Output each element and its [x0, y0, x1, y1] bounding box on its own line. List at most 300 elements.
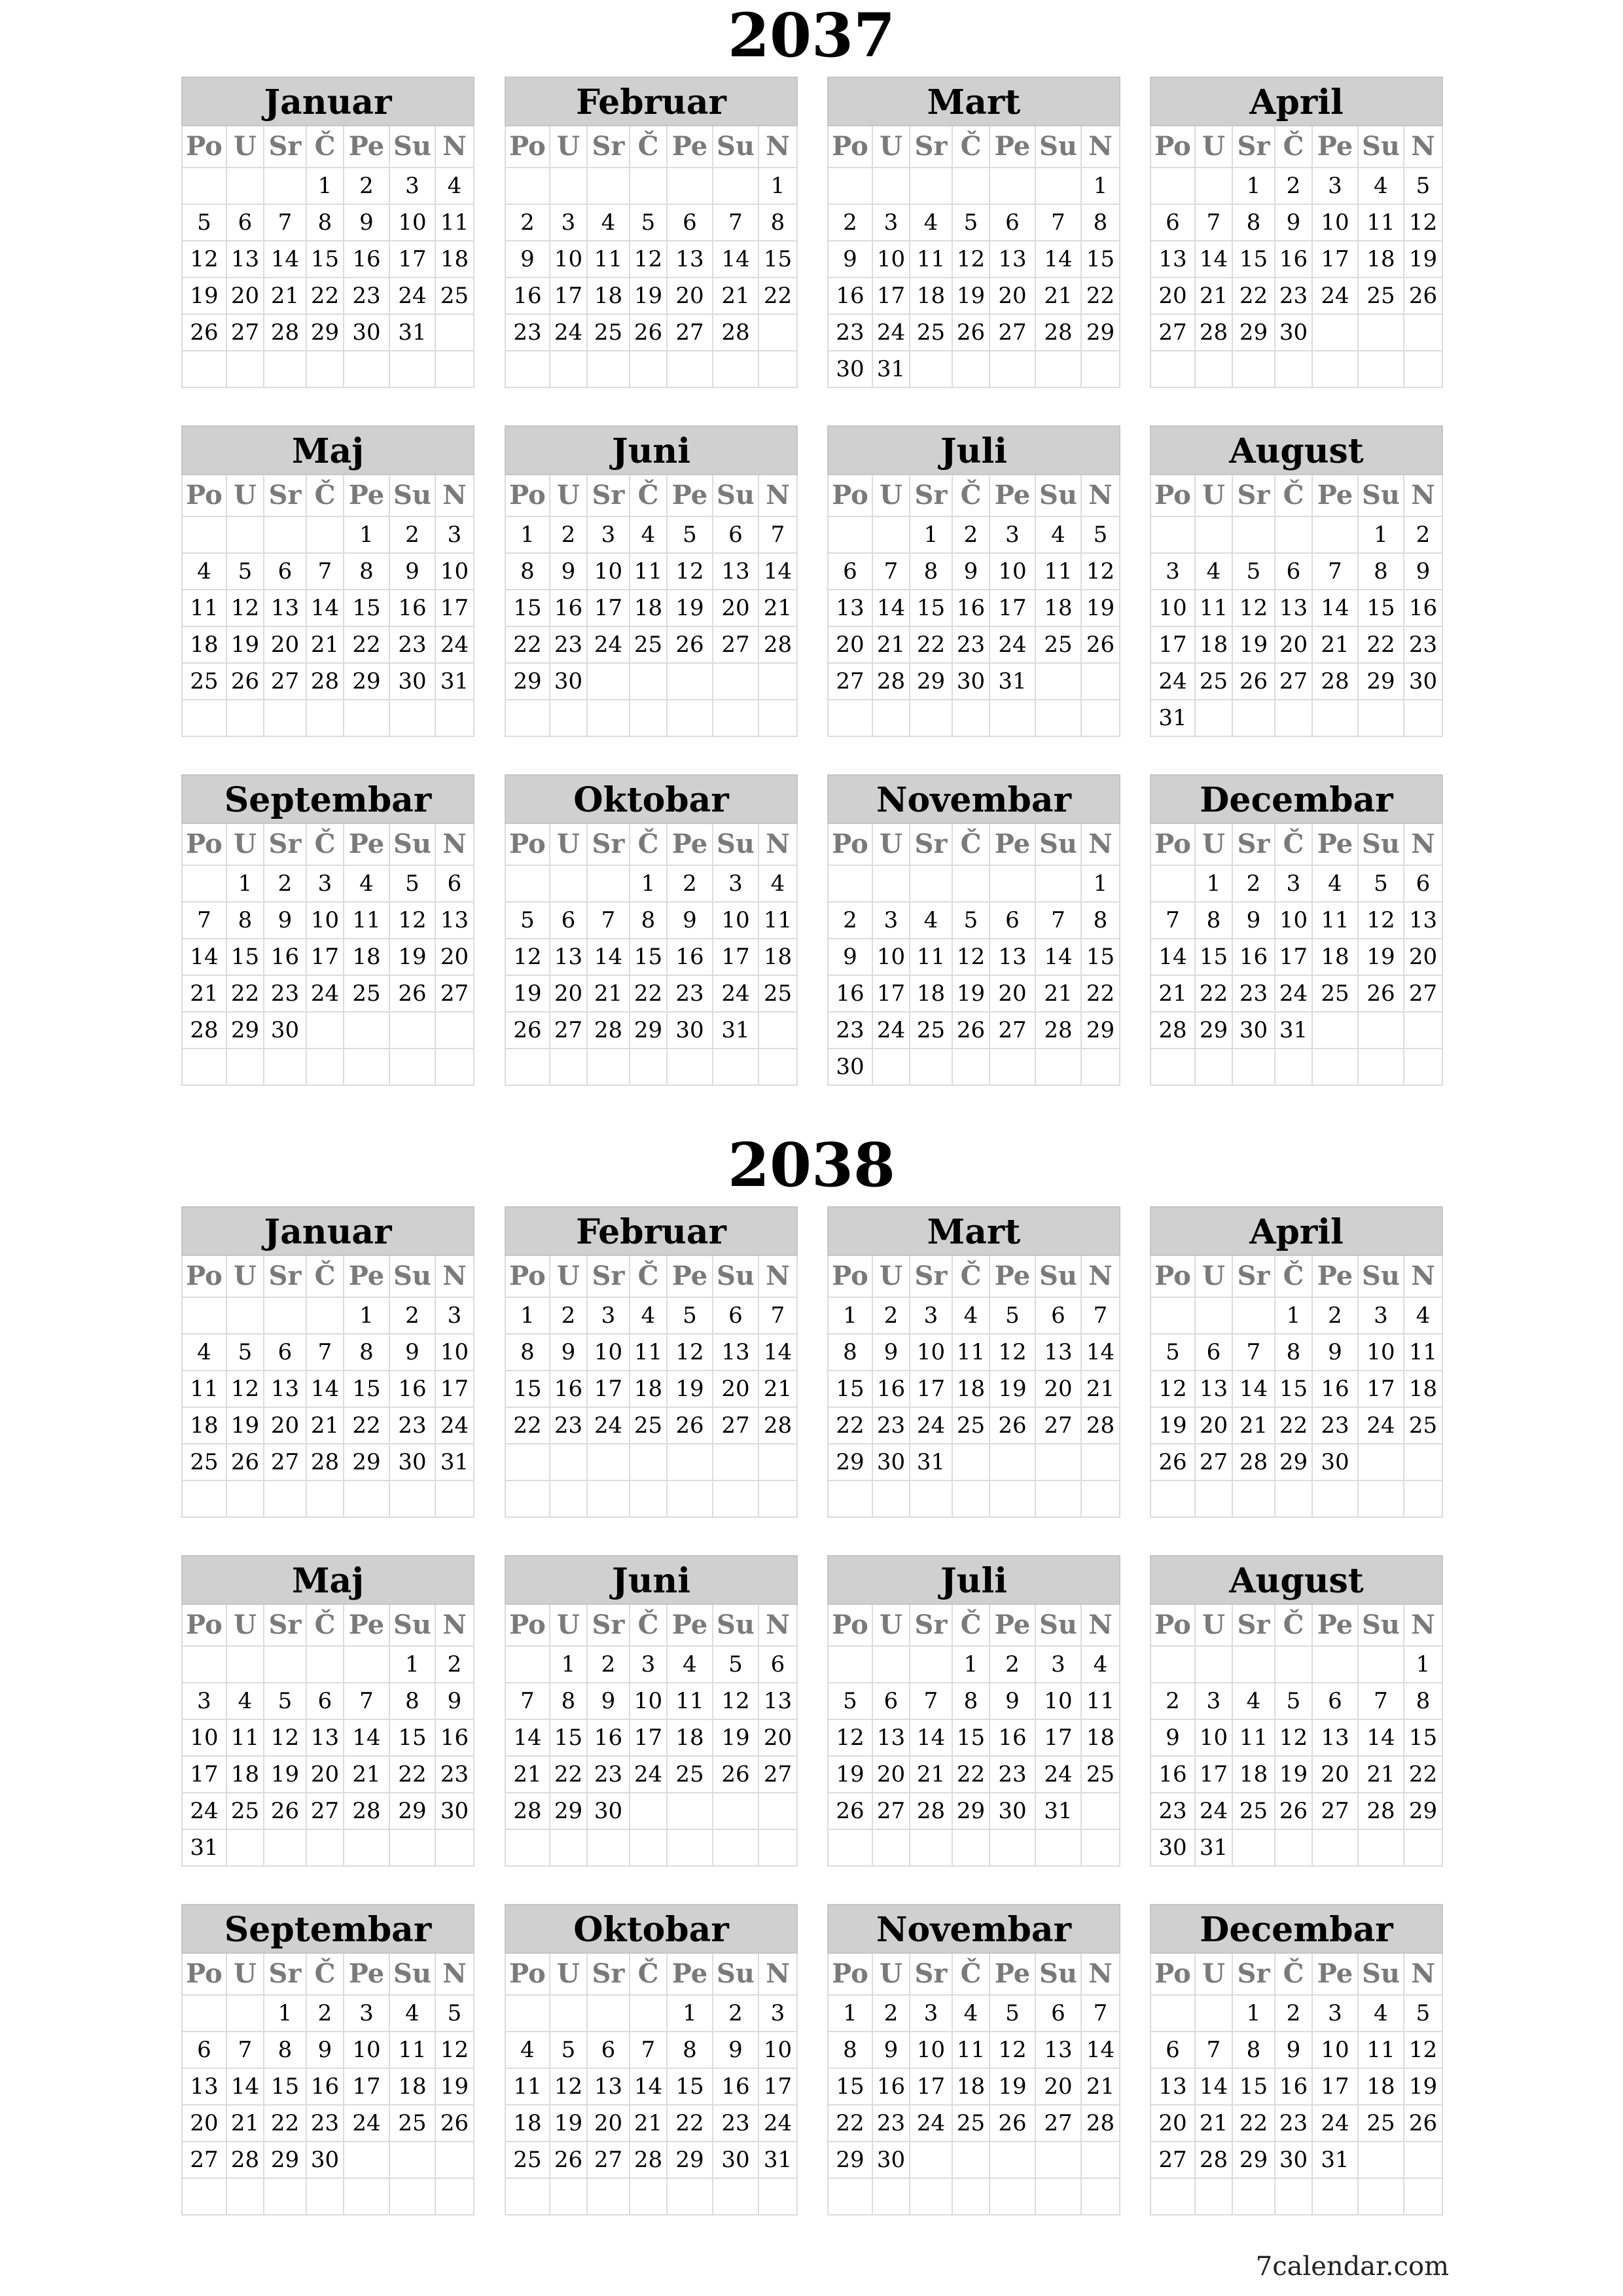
empty-cell — [264, 1830, 307, 1867]
day-cell: 3 — [713, 866, 759, 903]
empty-cell — [1313, 517, 1359, 554]
weekday-label: N — [1404, 126, 1443, 168]
day-cell: 16 — [1150, 1757, 1196, 1793]
day-cell: 24 — [1196, 1793, 1233, 1830]
weekday-label: N — [436, 1256, 474, 1298]
weekday-label: Po — [505, 1256, 550, 1298]
day-cell: 3 — [344, 1996, 390, 2032]
weekday-label: U — [1196, 1256, 1233, 1298]
day-cell: 10 — [1359, 1335, 1404, 1371]
day-cell: 31 — [713, 1013, 759, 1049]
day-cell: 5 — [953, 903, 990, 939]
day-cell: 11 — [630, 1335, 668, 1371]
day-cell: 5 — [1404, 168, 1443, 205]
day-cell: 2 — [953, 517, 990, 554]
day-cell: 30 — [873, 1444, 910, 1481]
day-cell: 12 — [668, 1335, 713, 1371]
day-cell: 20 — [264, 627, 307, 664]
month-grid — [1150, 1256, 1443, 1518]
day-cell: 15 — [505, 590, 550, 627]
day-cell: 19 — [390, 939, 436, 976]
day-cell: 14 — [630, 2069, 668, 2106]
day-cell: 30 — [990, 1793, 1036, 1830]
day-cell: 21 — [713, 278, 759, 315]
empty-cell — [1404, 351, 1443, 388]
day-cell: 23 — [1150, 1793, 1196, 1830]
day-cell: 6 — [990, 903, 1036, 939]
day-cell: 18 — [390, 2069, 436, 2106]
weekday-label: U — [550, 475, 588, 517]
month-name: Juli — [827, 1555, 1120, 1605]
empty-cell — [713, 1049, 759, 1086]
weekday-label: U — [873, 475, 910, 517]
day-cell: 26 — [990, 2106, 1036, 2142]
empty-cell — [1233, 1049, 1275, 1086]
day-cell: 27 — [827, 664, 873, 700]
day-cell: 7 — [344, 1683, 390, 1720]
day-cell: 31 — [1275, 1013, 1313, 1049]
weekday-label: U — [873, 1256, 910, 1298]
empty-cell — [505, 1996, 550, 2032]
empty-cell — [1082, 1444, 1120, 1481]
day-cell: 24 — [1313, 278, 1359, 315]
day-cell: 5 — [668, 1298, 713, 1335]
empty-cell — [630, 351, 668, 388]
empty-cell — [873, 517, 910, 554]
empty-cell — [181, 866, 227, 903]
month-name: Juni — [505, 1555, 798, 1605]
weekday-label: Po — [505, 1954, 550, 1996]
weekday-label: N — [759, 1605, 798, 1647]
day-cell: 21 — [1313, 627, 1359, 664]
day-cell: 30 — [668, 1013, 713, 1049]
day-cell: 2 — [827, 205, 873, 242]
day-cell: 8 — [827, 1335, 873, 1371]
day-cell: 13 — [264, 1371, 307, 1408]
day-cell: 10 — [436, 1335, 474, 1371]
day-cell: 20 — [588, 2106, 630, 2142]
empty-cell — [505, 1481, 550, 1518]
empty-cell — [344, 700, 390, 737]
day-cell: 25 — [759, 976, 798, 1013]
day-cell: 10 — [1275, 903, 1313, 939]
empty-cell — [550, 1481, 588, 1518]
empty-cell — [1313, 2179, 1359, 2215]
day-cell: 15 — [1275, 1371, 1313, 1408]
day-cell: 8 — [827, 2032, 873, 2069]
day-cell: 21 — [1036, 278, 1082, 315]
day-cell: 16 — [827, 976, 873, 1013]
empty-cell — [390, 1013, 436, 1049]
empty-cell — [1082, 1793, 1120, 1830]
day-cell: 28 — [1082, 2106, 1120, 2142]
day-cell: 23 — [436, 1757, 474, 1793]
day-cell: 30 — [827, 351, 873, 388]
empty-cell — [953, 866, 990, 903]
empty-cell — [436, 2142, 474, 2179]
day-cell: 20 — [759, 1720, 798, 1757]
empty-cell — [307, 700, 344, 737]
weekday-label: Su — [390, 1256, 436, 1298]
weekday-label: Po — [505, 1605, 550, 1647]
month-2037-8 — [1150, 425, 1443, 746]
month-name: Maj — [181, 1555, 474, 1605]
empty-cell — [588, 2179, 630, 2215]
weekday-label: Pe — [344, 1605, 390, 1647]
month-grid — [181, 824, 474, 1086]
weekday-label: Č — [630, 1605, 668, 1647]
empty-cell — [873, 168, 910, 205]
empty-cell — [953, 351, 990, 388]
day-cell: 25 — [953, 2106, 990, 2142]
empty-cell — [181, 351, 227, 388]
empty-cell — [873, 1481, 910, 1518]
day-cell: 24 — [588, 1408, 630, 1444]
empty-cell — [910, 1647, 953, 1683]
day-cell: 10 — [588, 554, 630, 590]
day-cell: 20 — [990, 976, 1036, 1013]
day-cell: 22 — [1082, 278, 1120, 315]
empty-cell — [1036, 1830, 1082, 1867]
weekday-label: Sr — [1233, 1605, 1275, 1647]
empty-cell — [990, 1481, 1036, 1518]
weekday-label: N — [1404, 824, 1443, 866]
day-cell: 14 — [1196, 242, 1233, 278]
day-cell: 29 — [910, 664, 953, 700]
day-cell: 29 — [505, 664, 550, 700]
weekday-label: Su — [1036, 126, 1082, 168]
day-cell: 20 — [668, 278, 713, 315]
day-cell: 16 — [713, 2069, 759, 2106]
day-cell: 11 — [1359, 2032, 1404, 2069]
weekday-label: N — [1082, 1954, 1120, 1996]
day-cell: 24 — [910, 2106, 953, 2142]
day-cell: 16 — [990, 1720, 1036, 1757]
empty-cell — [344, 1049, 390, 1086]
day-cell: 2 — [550, 517, 588, 554]
empty-cell — [1404, 1830, 1443, 1867]
day-cell: 24 — [990, 627, 1036, 664]
empty-cell — [550, 1830, 588, 1867]
day-cell: 5 — [227, 554, 264, 590]
day-cell: 15 — [227, 939, 264, 976]
day-cell: 13 — [1275, 590, 1313, 627]
day-cell: 4 — [227, 1683, 264, 1720]
day-cell: 17 — [550, 278, 588, 315]
day-cell: 23 — [588, 1757, 630, 1793]
empty-cell — [264, 517, 307, 554]
day-cell: 12 — [990, 1335, 1036, 1371]
month-2037-5 — [181, 425, 474, 746]
footer-site-credit: 7calendar.com — [1255, 2251, 1449, 2282]
day-cell: 10 — [1313, 2032, 1359, 2069]
day-cell: 17 — [759, 2069, 798, 2106]
year-title-2037: 2037 — [727, 0, 896, 71]
empty-cell — [1275, 2179, 1313, 2215]
day-cell: 27 — [307, 1793, 344, 1830]
empty-cell — [227, 2179, 264, 2215]
day-cell: 4 — [181, 554, 227, 590]
month-name: August — [1150, 1555, 1443, 1605]
empty-cell — [436, 1830, 474, 1867]
day-cell: 7 — [1150, 903, 1196, 939]
day-cell: 18 — [630, 590, 668, 627]
empty-cell — [668, 1481, 713, 1518]
day-cell: 6 — [1313, 1683, 1359, 1720]
day-cell: 30 — [1404, 664, 1443, 700]
day-cell: 30 — [1275, 2142, 1313, 2179]
day-cell: 12 — [550, 2069, 588, 2106]
day-cell: 18 — [436, 242, 474, 278]
weekday-label: Su — [713, 475, 759, 517]
empty-cell — [550, 168, 588, 205]
weekday-label: Su — [1359, 824, 1404, 866]
day-cell: 5 — [668, 517, 713, 554]
day-cell: 30 — [1275, 315, 1313, 351]
day-cell: 24 — [1036, 1757, 1082, 1793]
day-cell: 9 — [390, 1335, 436, 1371]
day-cell: 10 — [1036, 1683, 1082, 1720]
empty-cell — [1196, 517, 1233, 554]
empty-cell — [910, 351, 953, 388]
weekday-label: Po — [181, 1605, 227, 1647]
day-cell: 23 — [827, 1013, 873, 1049]
empty-cell — [227, 168, 264, 205]
day-cell: 11 — [668, 1683, 713, 1720]
empty-cell — [630, 1049, 668, 1086]
day-cell: 2 — [1150, 1683, 1196, 1720]
weekday-label: Su — [1359, 126, 1404, 168]
month-2037-1 — [181, 77, 474, 397]
day-cell: 3 — [1359, 1298, 1404, 1335]
day-cell: 6 — [1036, 1996, 1082, 2032]
day-cell: 4 — [1359, 168, 1404, 205]
day-cell: 8 — [759, 205, 798, 242]
day-cell: 1 — [630, 866, 668, 903]
day-cell: 13 — [827, 590, 873, 627]
day-cell: 1 — [344, 517, 390, 554]
empty-cell — [1313, 1049, 1359, 1086]
day-cell: 25 — [344, 976, 390, 1013]
day-cell: 12 — [1275, 1720, 1313, 1757]
day-cell: 13 — [1196, 1371, 1233, 1408]
weekday-label: Pe — [990, 126, 1036, 168]
day-cell: 24 — [910, 1408, 953, 1444]
day-cell: 16 — [827, 278, 873, 315]
day-cell: 9 — [1233, 903, 1275, 939]
day-cell: 17 — [1275, 939, 1313, 976]
day-cell: 8 — [1233, 205, 1275, 242]
empty-cell — [1275, 1049, 1313, 1086]
empty-cell — [390, 1049, 436, 1086]
weekday-label: Pe — [668, 1256, 713, 1298]
day-cell: 11 — [1359, 205, 1404, 242]
day-cell: 22 — [759, 278, 798, 315]
weekday-label: U — [1196, 1954, 1233, 1996]
weekday-label: Po — [827, 824, 873, 866]
day-cell: 16 — [1275, 242, 1313, 278]
empty-cell — [588, 1049, 630, 1086]
day-cell: 20 — [1036, 1371, 1082, 1408]
empty-cell — [953, 1444, 990, 1481]
day-cell: 7 — [264, 205, 307, 242]
day-cell: 15 — [668, 2069, 713, 2106]
day-cell: 10 — [1150, 590, 1196, 627]
day-cell: 27 — [1036, 1408, 1082, 1444]
day-cell: 24 — [588, 627, 630, 664]
weekday-label: Pe — [668, 1954, 713, 1996]
day-cell: 22 — [827, 1408, 873, 1444]
day-cell: 27 — [1150, 315, 1196, 351]
month-grid — [827, 126, 1120, 388]
day-cell: 8 — [668, 2032, 713, 2069]
day-cell: 16 — [505, 278, 550, 315]
day-cell: 6 — [550, 903, 588, 939]
month-2038-1 — [181, 1206, 474, 1527]
day-cell: 16 — [873, 1371, 910, 1408]
day-cell: 17 — [713, 939, 759, 976]
month-name: Mart — [827, 1206, 1120, 1256]
day-cell: 8 — [307, 205, 344, 242]
empty-cell — [1313, 351, 1359, 388]
day-cell: 11 — [390, 2032, 436, 2069]
day-cell: 28 — [344, 1793, 390, 1830]
day-cell: 24 — [1359, 1408, 1404, 1444]
day-cell: 23 — [827, 315, 873, 351]
day-cell: 26 — [1359, 976, 1404, 1013]
day-cell: 26 — [1275, 1793, 1313, 1830]
empty-cell — [630, 168, 668, 205]
day-cell: 16 — [668, 939, 713, 976]
day-cell: 3 — [1313, 168, 1359, 205]
empty-cell — [1150, 1049, 1196, 1086]
weekday-label: Po — [181, 475, 227, 517]
empty-cell — [630, 1996, 668, 2032]
day-cell: 2 — [264, 866, 307, 903]
empty-cell — [827, 1647, 873, 1683]
day-cell: 15 — [1082, 242, 1120, 278]
day-cell: 13 — [873, 1720, 910, 1757]
day-cell: 11 — [953, 1335, 990, 1371]
day-cell: 28 — [1082, 1408, 1120, 1444]
month-2038-5 — [181, 1555, 474, 1876]
day-cell: 20 — [873, 1757, 910, 1793]
day-cell: 17 — [1196, 1757, 1233, 1793]
weekday-label: N — [1082, 1605, 1120, 1647]
day-cell: 2 — [390, 1298, 436, 1335]
day-cell: 16 — [1233, 939, 1275, 976]
day-cell: 16 — [1313, 1371, 1359, 1408]
day-cell: 4 — [344, 866, 390, 903]
empty-cell — [227, 1049, 264, 1086]
day-cell: 19 — [668, 1371, 713, 1408]
empty-cell — [910, 1481, 953, 1518]
day-cell: 8 — [344, 554, 390, 590]
day-cell: 8 — [630, 903, 668, 939]
weekday-label: Sr — [264, 475, 307, 517]
day-cell: 3 — [436, 1298, 474, 1335]
day-cell: 21 — [588, 976, 630, 1013]
weekday-label: Su — [1359, 1256, 1404, 1298]
day-cell: 3 — [873, 205, 910, 242]
weekday-label: Po — [181, 824, 227, 866]
weekday-label: Č — [307, 1954, 344, 1996]
day-cell: 24 — [550, 315, 588, 351]
empty-cell — [1082, 1481, 1120, 1518]
day-cell: 11 — [630, 554, 668, 590]
day-cell: 8 — [227, 903, 264, 939]
day-cell: 17 — [1313, 242, 1359, 278]
day-cell: 13 — [307, 1720, 344, 1757]
empty-cell — [227, 700, 264, 737]
day-cell: 14 — [307, 590, 344, 627]
day-cell: 27 — [436, 976, 474, 1013]
day-cell: 15 — [827, 1371, 873, 1408]
day-cell: 12 — [1404, 2032, 1443, 2069]
empty-cell — [827, 1481, 873, 1518]
day-cell: 3 — [910, 1996, 953, 2032]
day-cell: 7 — [630, 2032, 668, 2069]
day-cell: 25 — [910, 315, 953, 351]
day-cell: 22 — [1196, 976, 1233, 1013]
day-cell: 26 — [550, 2142, 588, 2179]
weekday-label: Č — [953, 1954, 990, 1996]
day-cell: 25 — [630, 627, 668, 664]
month-name: Oktobar — [505, 1904, 798, 1954]
day-cell: 4 — [953, 1298, 990, 1335]
empty-cell — [1036, 1481, 1082, 1518]
day-cell: 9 — [873, 2032, 910, 2069]
day-cell: 26 — [505, 1013, 550, 1049]
weekday-label: Pe — [344, 126, 390, 168]
day-cell: 5 — [1150, 1335, 1196, 1371]
day-cell: 1 — [1359, 517, 1404, 554]
day-cell: 26 — [713, 1757, 759, 1793]
month-grid — [1150, 1954, 1443, 2215]
day-cell: 12 — [713, 1683, 759, 1720]
weekday-label: U — [550, 1256, 588, 1298]
day-cell: 7 — [505, 1683, 550, 1720]
day-cell: 1 — [505, 517, 550, 554]
day-cell: 28 — [588, 1013, 630, 1049]
day-cell: 25 — [1082, 1757, 1120, 1793]
weekday-label: U — [227, 1256, 264, 1298]
day-cell: 19 — [227, 627, 264, 664]
day-cell: 18 — [227, 1757, 264, 1793]
empty-cell — [1036, 2179, 1082, 2215]
day-cell: 12 — [505, 939, 550, 976]
day-cell: 10 — [588, 1335, 630, 1371]
day-cell: 20 — [1313, 1757, 1359, 1793]
empty-cell — [227, 1996, 264, 2032]
day-cell: 12 — [668, 554, 713, 590]
empty-cell — [1150, 2179, 1196, 2215]
weekday-label: N — [1082, 126, 1120, 168]
day-cell: 17 — [873, 278, 910, 315]
day-cell: 16 — [390, 1371, 436, 1408]
day-cell: 18 — [953, 1371, 990, 1408]
day-cell: 2 — [344, 168, 390, 205]
empty-cell — [588, 351, 630, 388]
day-cell: 7 — [1036, 205, 1082, 242]
month-2037-12 — [1150, 774, 1443, 1095]
empty-cell — [630, 1481, 668, 1518]
day-cell: 23 — [1313, 1408, 1359, 1444]
weekday-label: Č — [1275, 1605, 1313, 1647]
weekday-label: Po — [827, 126, 873, 168]
month-grid — [181, 1954, 474, 2215]
day-cell: 21 — [1082, 2069, 1120, 2106]
